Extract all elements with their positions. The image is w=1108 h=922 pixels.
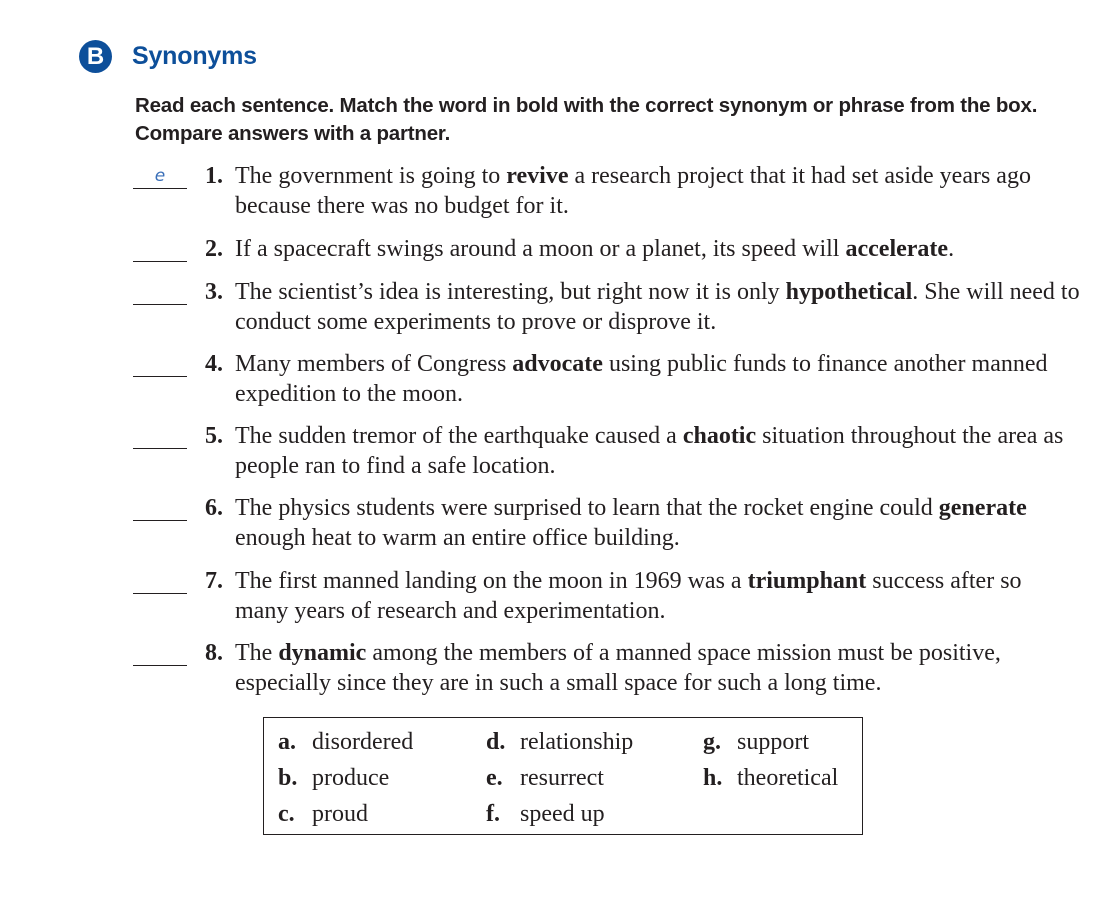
item-sentence-7: The first manned landing on the moon in 1969 was a triumphant success after so many years of research and experimentation. (235, 568, 1022, 624)
option-b (278, 763, 389, 793)
option-letter: f. (486, 801, 500, 827)
section-header (79, 40, 257, 73)
option-letter: c. (278, 801, 295, 827)
target-word-8: dynamic (278, 640, 367, 666)
option-word: theoretical (737, 765, 839, 791)
option-g (703, 727, 809, 757)
option-h (703, 763, 838, 793)
item-sentence-1: The government is going to revive a research project that it had set aside years ago because there was no budget for it. (235, 163, 1031, 219)
answer-blank-3[interactable] (133, 282, 187, 305)
item-number-3: 3. (205, 279, 223, 305)
item-sentence-3: The scientist’s idea is interesting, but right now it is only hypothetical. She will need to conduct some experiments to prove or disprove it. (235, 279, 1080, 335)
option-letter: e. (486, 765, 503, 791)
option-letter: g. (703, 729, 721, 755)
option-letter: b. (278, 765, 298, 791)
section-badge: B (79, 40, 112, 73)
answer-text-1: e (154, 166, 166, 186)
item-sentence-2: If a spacecraft swings around a moon or a planet, its speed will accelerate. (235, 236, 955, 262)
target-word-5: chaotic (682, 423, 757, 449)
item-number-7: 7. (205, 568, 223, 594)
answer-blank-5[interactable] (133, 426, 187, 449)
option-a (278, 727, 413, 757)
target-word-4: advocate (512, 351, 603, 377)
option-word: resurrect (520, 765, 604, 791)
option-word: produce (312, 765, 390, 791)
item-sentence-5: The sudden tremor of the earthquake caused a chaotic situation throughout the area as people ran to find a safe location. (235, 423, 1064, 479)
item-number-4: 4. (205, 351, 223, 377)
option-word: disordered (312, 729, 414, 755)
target-word-2: accelerate (845, 236, 949, 262)
answer-blank-1[interactable] (133, 166, 187, 189)
item-sentence-8: The dynamic among the members of a manned space mission must be positive, especially since they are in such a small space for such a long time. (235, 640, 1001, 696)
target-word-7: triumphant (747, 568, 867, 594)
item-number-8: 8. (205, 640, 223, 666)
option-letter: d. (486, 729, 506, 755)
instructions: Read each sentence. Match the word in bold with the correct synonym or phrase from the box. Compare answers with a partner. (135, 94, 1038, 145)
target-word-6: generate (938, 495, 1027, 521)
option-word: speed up (520, 801, 605, 827)
answer-blank-7[interactable] (133, 571, 187, 594)
option-f (486, 799, 605, 829)
option-letter: h. (703, 765, 723, 791)
item-number-5: 5. (205, 423, 223, 449)
item-sentence-4: Many members of Congress advocate using public funds to finance another manned expedition to the moon. (235, 351, 1048, 407)
item-sentence-6: The physics students were surprised to learn that the rocket engine could generate enough heat to warm an entire office building. (235, 495, 1027, 551)
section-title: Synonyms (132, 42, 257, 70)
item-number-1: 1. (205, 163, 223, 189)
word-box (263, 717, 863, 835)
option-word: relationship (520, 729, 634, 755)
target-word-1: revive (506, 163, 569, 189)
item-number-6: 6. (205, 495, 223, 521)
option-e (486, 763, 604, 793)
option-word: proud (312, 801, 368, 827)
option-c (278, 799, 368, 829)
target-word-3: hypothetical (785, 279, 913, 305)
option-d (486, 727, 633, 757)
answer-blank-2[interactable] (133, 239, 187, 262)
answer-blank-6[interactable] (133, 498, 187, 521)
option-word: support (737, 729, 809, 755)
item-number-2: 2. (205, 236, 223, 262)
answer-blank-8[interactable] (133, 643, 187, 666)
answer-blank-4[interactable] (133, 354, 187, 377)
option-letter: a. (278, 729, 296, 755)
